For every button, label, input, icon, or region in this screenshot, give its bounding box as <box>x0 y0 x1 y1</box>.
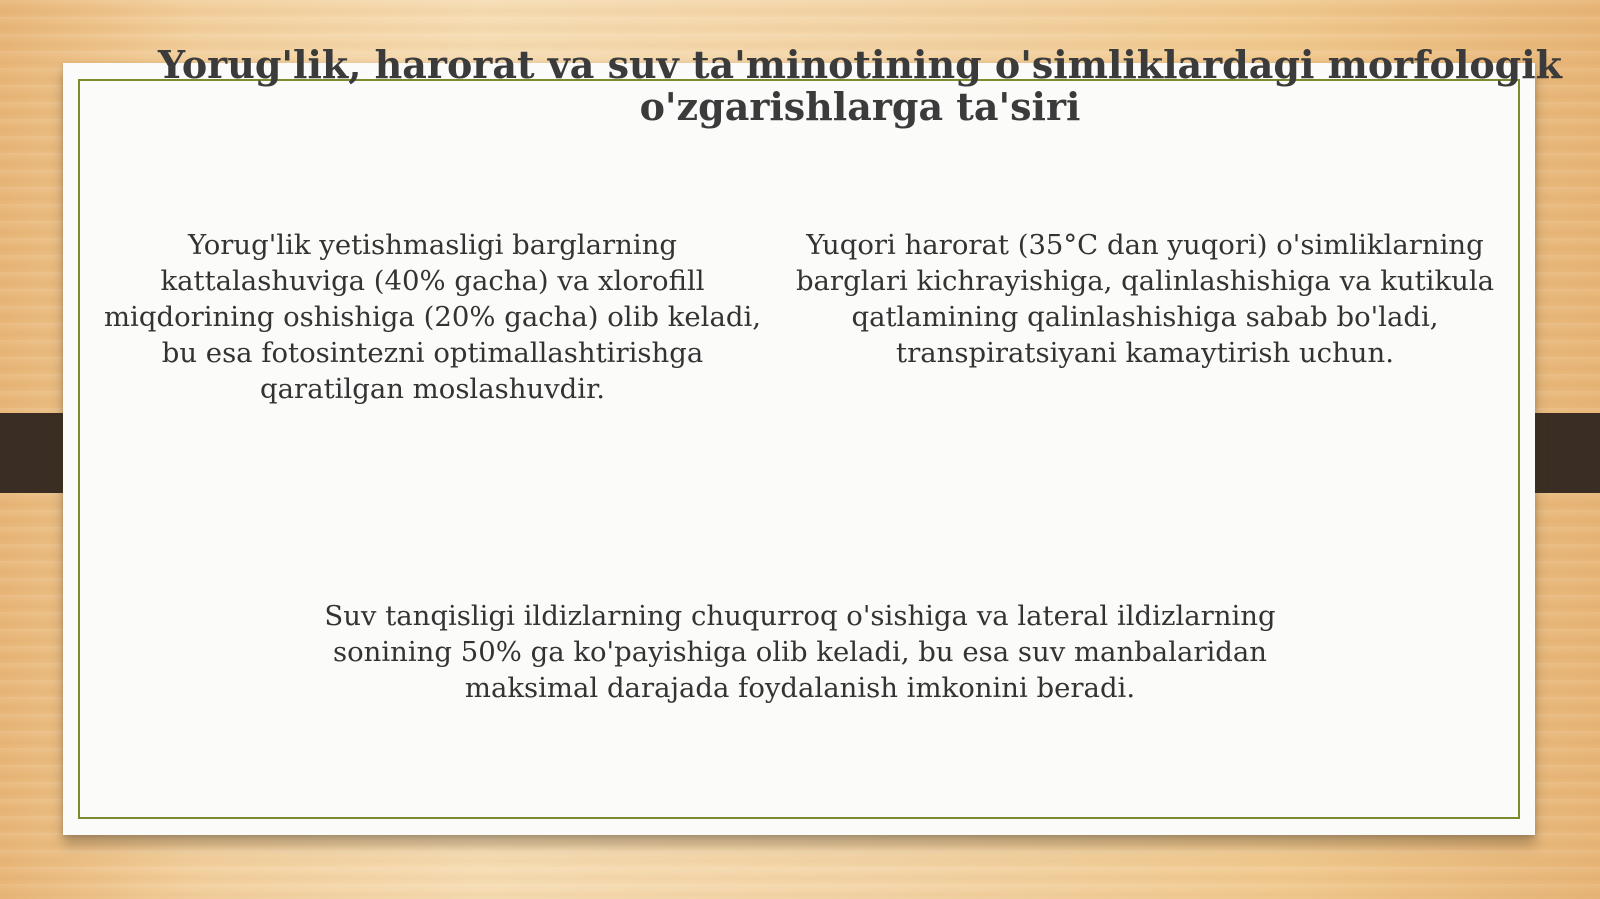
slide-frame-border <box>78 79 1520 819</box>
slide-title: Yorug'lik, harorat va suv ta'minotining o'simliklardagi morfologik o'zgarishlarga ta'siri <box>158 42 1562 129</box>
slide-card <box>63 63 1535 835</box>
temperature-effect-text: Yuqori harorat (35°C dan yuqori) o'simliklarning barglari kichrayishiga, qalinlashishiga va kutikula qatlamining qalinlashishiga sabab bo'ladi, transpiratsiyani kamaytirish uchun. <box>795 229 1495 369</box>
water-effect-text: Suv tanqisligi ildizlarning chuqurroq o'sishiga va lateral ildizlarning sonining 50% ga ko'payishiga olib keladi, bu esa suv manbalaridan maksimal darajada foydalanish imkonini beradi. <box>324 600 1276 704</box>
light-effect-text: Yorug'lik yetishmasligi barglarning kattalashuviga (40% gacha) va xlorofill miqdorining oshishiga (20% gacha) olib keladi, bu esa fotosintezni optimallashtirishga qaratilgan moslashuvdir. <box>103 229 761 405</box>
